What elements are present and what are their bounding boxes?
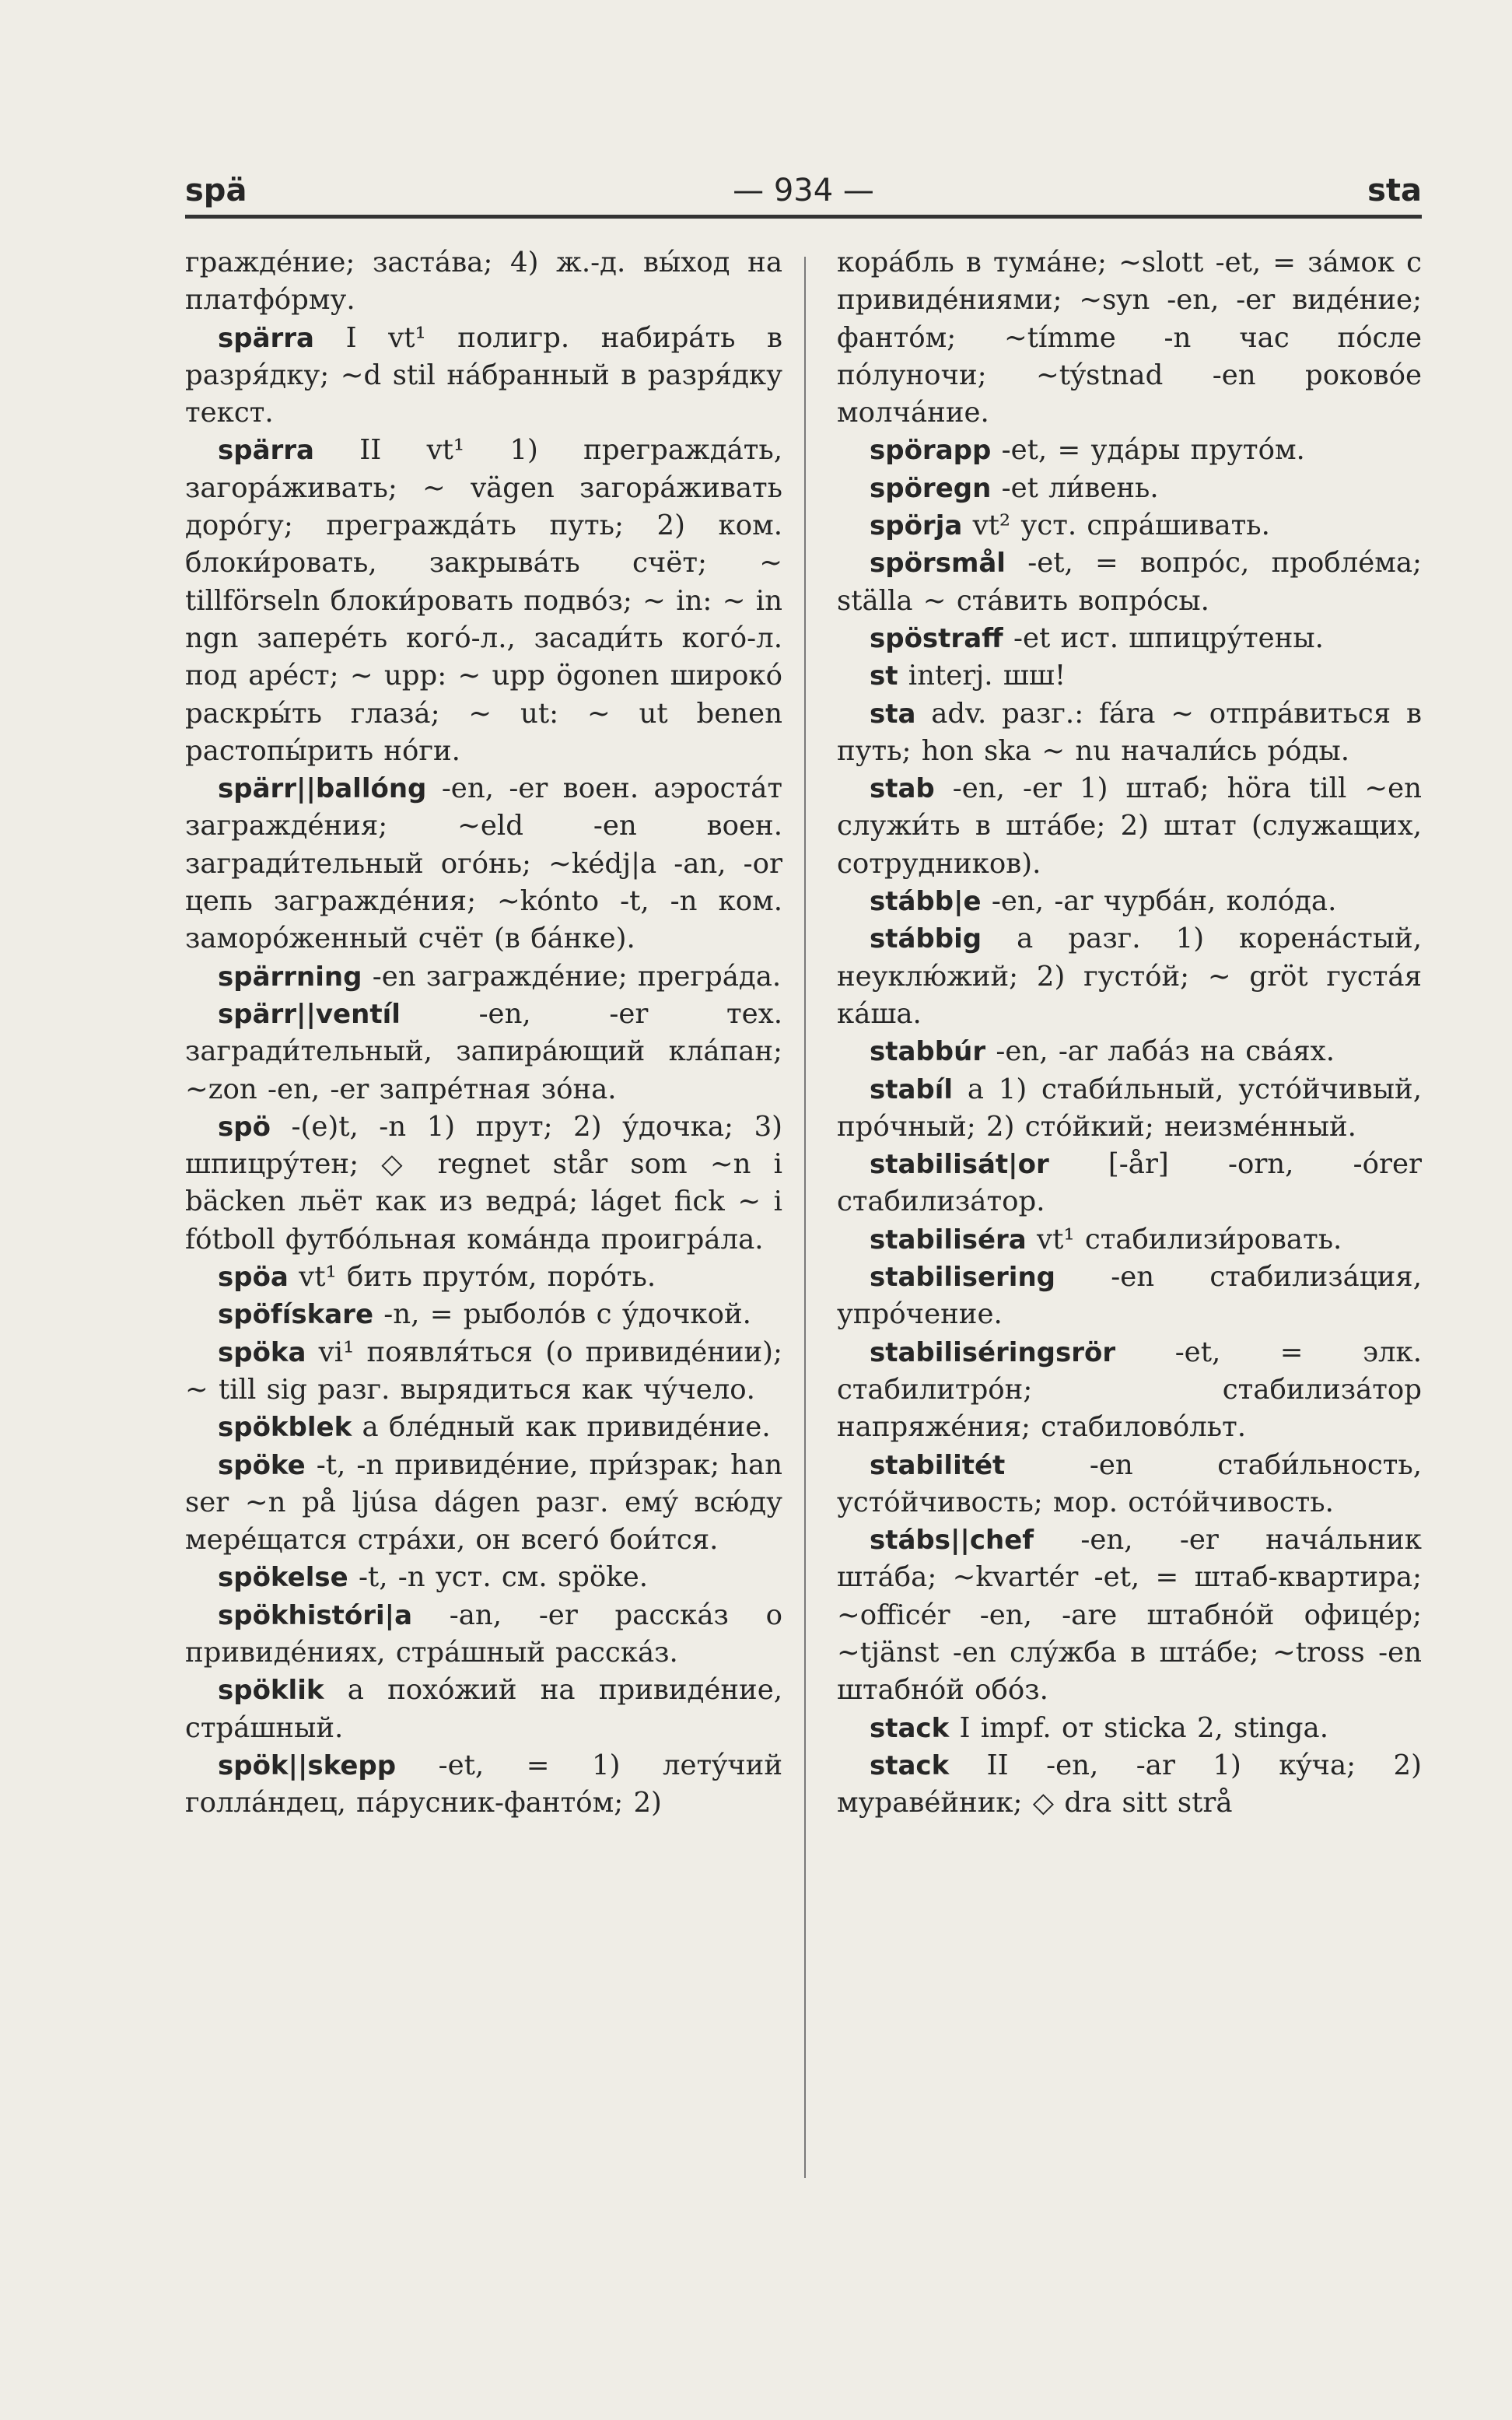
entry-definition: -en, -ar чурбáн, колóда. (981, 885, 1337, 918)
entry-definition: -et, = вопрóс, проблéма; ställa ~ стáвить вопрóсы. (837, 547, 1422, 617)
entry-headword: stabíl (870, 1073, 954, 1105)
dictionary-entry (185, 1597, 782, 1672)
entry-headword: stabilitét (870, 1449, 1006, 1481)
dictionary-entry (185, 432, 782, 770)
dictionary-entry (837, 770, 1422, 883)
entry-headword: spöke (218, 1449, 306, 1481)
entry-definition: a 1) стаби́льный, устóйчивый, прóчный; 2) стóйкий; неизмéнный. (837, 1073, 1422, 1143)
dictionary-entry (185, 244, 782, 320)
entry-headword: stab (870, 773, 935, 805)
entry-headword: spärr||ballóng (218, 773, 427, 805)
entry-definition: vt² уст. спрáшивать. (962, 510, 1270, 542)
entry-headword: sta (870, 698, 916, 730)
dictionary-entry (837, 545, 1422, 620)
entry-definition: -et, = элк. стабилитрóн; стабилизáтор напряжéния; стабиловóльт. (837, 1336, 1422, 1444)
entry-definition: -en стаби́льность, устóйчивость; мор. остóйчивость. (837, 1448, 1422, 1518)
entry-headword: spökelse (218, 1562, 348, 1594)
dictionary-entry (837, 1033, 1422, 1070)
dictionary-entry (837, 244, 1422, 432)
header-left-guide-word: spä (185, 173, 247, 208)
entry-headword: stábs||chef (870, 1525, 1034, 1557)
dictionary-entry (185, 1672, 782, 1747)
dictionary-entry (185, 1296, 782, 1333)
entry-headword: spökblek (218, 1412, 352, 1444)
entry-definition: -en, -er воен. аэростáт загражде́ния; ~eld -en воен. загради́тельный огóнь; ~kédj|a -an, -or цепь загражде́ния; ~kónto -t, -n ком. заморóженный счёт (в бáнке). (185, 772, 782, 955)
entry-headword: stack (870, 1749, 950, 1781)
entry-definition: a похóжий на привидéние, стрáшный. (185, 1674, 782, 1744)
dictionary-entry (837, 883, 1422, 920)
entry-definition: a разг. 1) коренáстый, неуклю́жий; 2) густóй; ~ gröt густáя кáша. (837, 923, 1422, 1030)
entry-definition: -n, = рыболóв с у́дочкой. (373, 1298, 751, 1331)
entry-definition: -en, -er 1) штаб; höra till ~en служи́ть в штáбе; 2) штат (служащих, сотрудников). (837, 772, 1422, 880)
header-rule (185, 215, 1422, 219)
entry-headword: stabilisát|or (870, 1149, 1049, 1181)
dictionary-entry (185, 1334, 782, 1410)
entry-headword: spöfískare (218, 1299, 373, 1331)
dictionary-entry (837, 1071, 1422, 1147)
entry-headword: spörja (870, 510, 963, 542)
column-divider (804, 257, 806, 2178)
dictionary-entry (837, 432, 1422, 469)
entry-headword: stabiliséringsrör (870, 1336, 1116, 1368)
dictionary-entry (185, 958, 782, 996)
entry-headword: stabilisering (870, 1262, 1055, 1294)
entry-headword: stabbúr (870, 1036, 986, 1068)
entry-definition: -en стабилизáция, упрóчение. (837, 1261, 1422, 1331)
entry-definition: корáбль в тумáне; ~slott -et, = зáмок с привидéниями; ~syn -en, -er видéние; фантóм; ~tímme -n час пóсле пóлуночи; ~týstnad -en роковóе молчáние. (837, 247, 1422, 429)
entry-headword: spök||skepp (218, 1749, 397, 1781)
dictionary-entry (837, 620, 1422, 657)
entry-headword: spö (218, 1111, 271, 1143)
entry-definition: -en заграждéние; прегрáда. (362, 960, 782, 993)
entry-definition: I impf. от sticka 2, stinga. (949, 1711, 1328, 1744)
entry-headword: spörsmål (870, 548, 1006, 580)
dictionary-entry (185, 1747, 782, 1823)
entry-headword: spöregn (870, 472, 992, 504)
dictionary-entry (185, 770, 782, 958)
entry-headword: st (870, 660, 898, 692)
dictionary-entry (837, 1447, 1422, 1522)
entry-definition: interj. шш! (898, 660, 1066, 692)
dictionary-entry (185, 1409, 782, 1446)
entry-headword: spärrning (218, 961, 362, 993)
entry-headword: spärr||ventíl (218, 998, 401, 1030)
entry-definition: -t, -n привидéние, при́зрак; han ser ~n på ljúsa dágen разг. емý всю́ду мерéщатся стрáхи, он всегó бои́тся. (185, 1448, 782, 1557)
dictionary-entry (837, 920, 1422, 1033)
dictionary-entry (837, 1334, 1422, 1447)
entry-headword: spörapp (870, 435, 992, 467)
entry-definition: -et, = удáры прутóм. (991, 434, 1305, 467)
page-header (185, 173, 1422, 213)
dictionary-entry (837, 1221, 1422, 1259)
dictionary-entry (837, 470, 1422, 507)
entry-definition: I vt¹ полигр. набирáть в разря́дку; ~d stil нáбранный в разря́дку текст. (185, 321, 782, 429)
entry-definition: vt¹ бить прутóм, порóть. (288, 1261, 656, 1294)
dictionary-entry (185, 996, 782, 1108)
dictionary-entry (837, 1146, 1422, 1221)
dictionary-entry (837, 1710, 1422, 1747)
entry-definition: -(e)t, -n 1) прут; 2) у́дочка; 3) шпицру́тен; ◇ regnet står som ~n i bäcken льёт как из ведрá; láget fick ~ i fótboll футбóльная комáнда проигрáла. (185, 1110, 782, 1256)
dictionary-entry (837, 657, 1422, 695)
entry-definition: II vt¹ 1) преграждáть, загорáживать; ~ vägen загорáживать дорóгу; преграждáть путь; 2) ком. блоки́ровать, закрывáть счёт; ~ tillförseln блоки́ровать подвóз; ~ in: ~ in ngn заперéть когó-л., засади́ть когó-л. под арéст; ~ upp: ~ upp ögonen широкó раскры́ть глазá; ~ ut: ~ ut benen растопы́рить нóги. (185, 434, 782, 767)
header-right-guide-word: sta (1367, 173, 1422, 208)
page-number: — 934 — (733, 173, 874, 208)
entry-definition: -en, -er начáльник штáба; ~kvartér -et, = штаб-квартира; ~officér -en, -are штабнóй офицéр; ~tjänst -en слýжба в штáбе; ~tross -en штабнóй обóз. (837, 1524, 1422, 1707)
entry-definition: -et ли́вень. (991, 471, 1159, 504)
entry-definition: adv. разг.: fára ~ отпрáвиться в путь; hon ska ~ nu начали́сь рóды. (837, 697, 1422, 767)
entry-definition: vi¹ появля́ться (о привидéнии); ~ till sig разг. вырядиться как чу́чело. (185, 1336, 782, 1406)
dictionary-entry (185, 1559, 782, 1596)
entry-definition: -et ист. шпицру́тены. (1003, 622, 1324, 654)
entry-definition: граждéние; застáва; 4) ж.-д. вы́ход на платфóрму. (185, 247, 782, 317)
entry-definition: a блéдный как привидéние. (352, 1411, 771, 1444)
entry-definition: -et, = 1) летýчий голлáндец, пáрусник-фантóм; 2) (185, 1749, 782, 1819)
entry-headword: spöstraff (870, 622, 1003, 654)
entry-definition: -en, -er тех. загради́тельный, запирáющий клáпан; ~zon -en, -er запрéтная зóна. (185, 997, 782, 1105)
entry-definition: [-år] -orn, -órer стабилизáтор. (837, 1148, 1422, 1218)
dictionary-entry (185, 1108, 782, 1259)
entry-headword: spärra (218, 322, 314, 354)
entry-headword: spöklik (218, 1675, 324, 1707)
entry-headword: stább|e (870, 886, 982, 918)
entry-definition: vt¹ стабилизи́ровать. (1026, 1223, 1342, 1256)
entry-definition: -an, -er расскáз о привидéниях, стрáшный расскáз. (185, 1599, 782, 1669)
entry-headword: stábbig (870, 923, 982, 955)
dictionary-entry (185, 1447, 782, 1560)
entry-headword: spärra (218, 435, 314, 467)
entry-headword: stabiliséra (870, 1224, 1027, 1256)
dictionary-entry (185, 1259, 782, 1296)
entry-headword: spöa (218, 1262, 289, 1294)
entry-headword: spöka (218, 1336, 306, 1368)
entry-definition: -t, -n уст. см. spöke. (348, 1561, 649, 1594)
dictionary-entry (837, 507, 1422, 545)
dictionary-entry (837, 1522, 1422, 1709)
entry-headword: spökhistóri|a (218, 1599, 413, 1631)
left-column (185, 244, 782, 1822)
entry-headword: stack (870, 1712, 950, 1744)
entry-definition: -en, -ar лабáз на свáях. (985, 1035, 1335, 1068)
dictionary-entry (837, 1259, 1422, 1334)
dictionary-entry (837, 695, 1422, 771)
entry-definition: II -en, -ar 1) кýча; 2) муравéйник; ◇ dra sitt strå (837, 1749, 1422, 1819)
dictionary-entry (185, 320, 782, 433)
right-column (837, 244, 1422, 1822)
dictionary-entry (837, 1747, 1422, 1823)
